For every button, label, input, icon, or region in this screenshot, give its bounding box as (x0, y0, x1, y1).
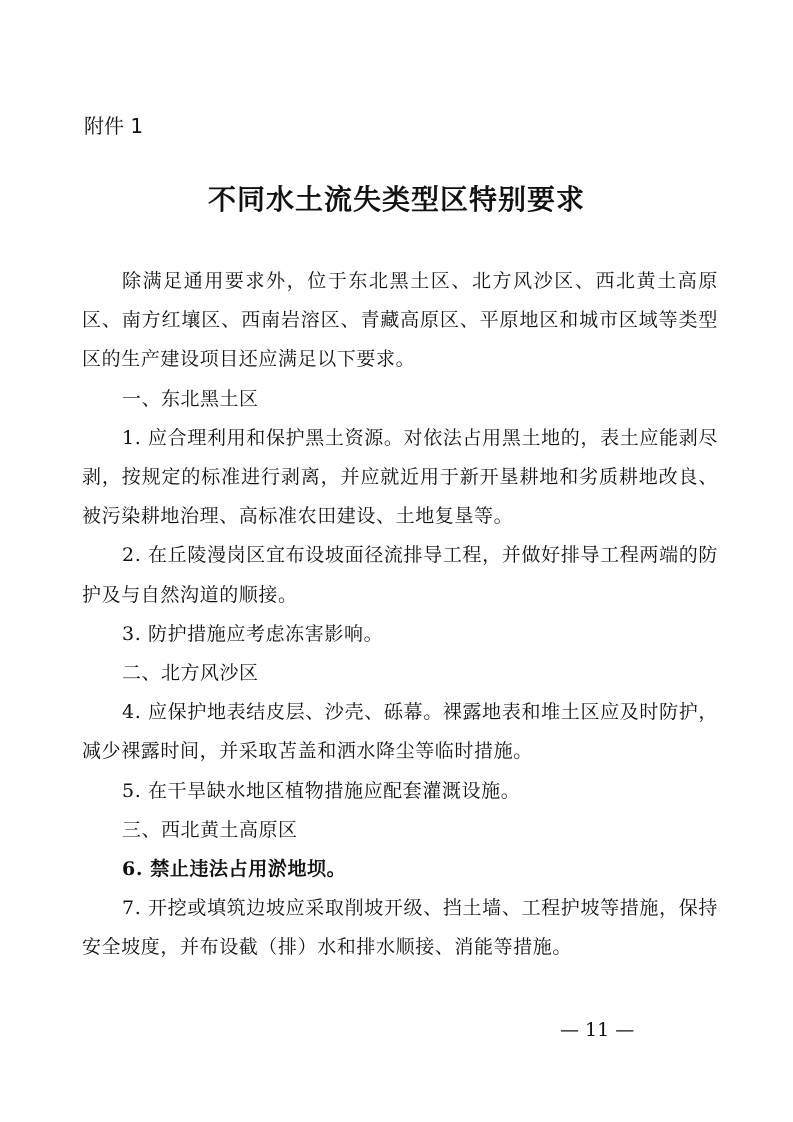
document-body (82, 262, 718, 968)
section-heading-north-sand: 二、北方风沙区 (122, 662, 259, 685)
document-title: 不同水土流失类型区特别要求 (207, 183, 585, 216)
item-1: 1. 应合理利用和保护黑土资源。对依法占用黑土地的，表土应能剥尽剥，按规定的标准进行剥离，并应就近用于新开垦耕地和劣质耕地改良、被污染耕地治理、高标准农田建设、土地复垦等。 (82, 426, 718, 528)
intro-paragraph: 除满足通用要求外，位于东北黑土区、北方风沙区、西北黄土高原区、南方红壤区、西南岩溶区、青藏高原区、平原地区和城市区域等类型区的生产建设项目还应满足以下要求。 (82, 270, 718, 371)
section-heading-loess: 三、西北黄土高原区 (122, 818, 298, 841)
item-4: 4. 应保护地表结皮层、沙壳、砾幕。裸露地表和堆土区应及时防护，减少裸露时间，并采取苫盖和洒水降尘等临时措施。 (82, 701, 718, 763)
item-7: 7. 开挖或填筑边坡应采取削坡开级、挡土墙、工程护坡等措施，保持安全坡度，并布设截（排）水和排水顺接、消能等措施。 (82, 897, 718, 959)
attachment-label: 附件 1 (84, 114, 144, 138)
item-2: 2. 在丘陵漫岗区宜布设坡面径流排导工程，并做好排导工程两端的防护及与自然沟道的顺接。 (82, 544, 718, 606)
item-5: 5. 在干旱缺水地区植物措施应配套灌溉设施。 (122, 779, 521, 802)
item-6: 6. 禁止违法占用淤地坝。 (122, 858, 347, 881)
page-number: — 11 — (560, 1019, 635, 1041)
item-3: 3. 防护措施应考虑冻害影响。 (122, 622, 384, 645)
section-heading-northeast: 一、东北黑土区 (122, 387, 259, 410)
